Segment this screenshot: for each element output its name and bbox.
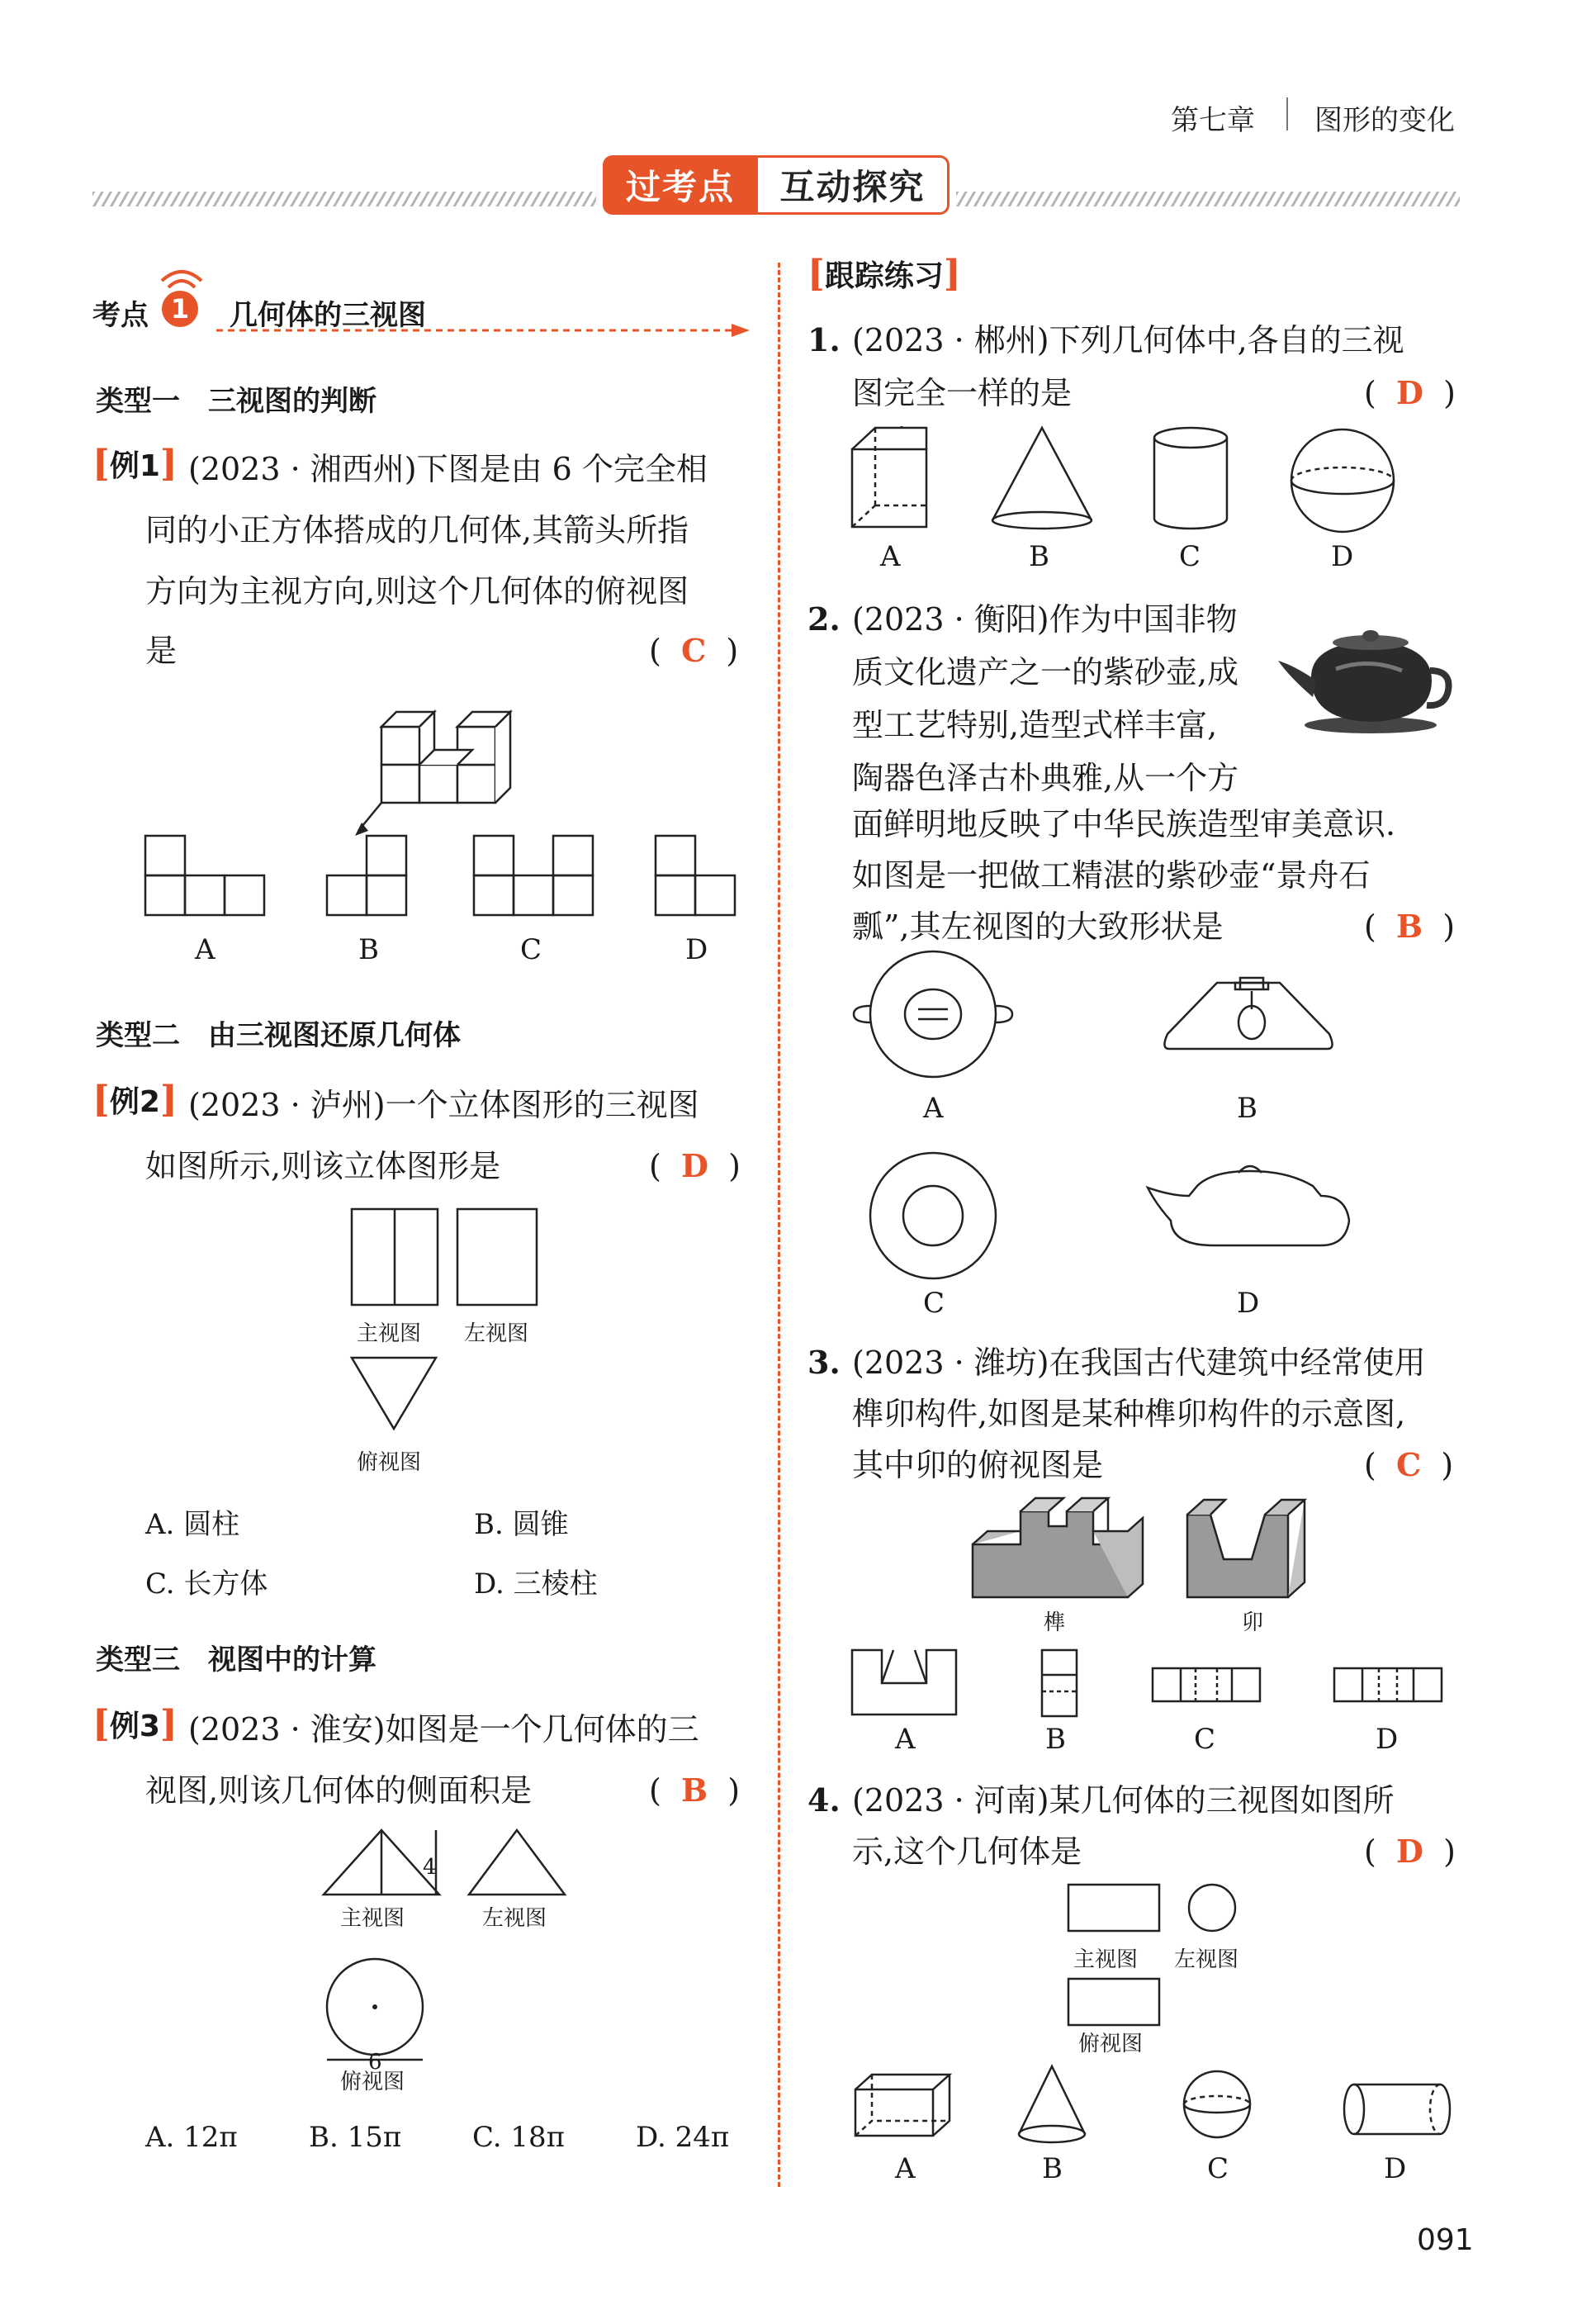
ex1-option-c: C [520,933,542,966]
header-separator [1286,97,1288,130]
q1-option-a: A [880,540,901,573]
q3-part-mortise: 卯 [1242,1610,1264,1635]
ex1-option-a: A [195,933,215,966]
ex3-three-views [322,1828,586,2076]
ex2-line-1: (2023 · 泸州)一个立体图形的三视图 [188,1087,699,1123]
q4-answer-bracket: ( D ) [1364,1833,1456,1870]
ex2-answer-bracket: ( D ) [649,1147,741,1184]
ex3-view-front: 主视图 [340,1906,405,1931]
ex3-tag: 例3 [109,1710,160,1743]
q1-option-b: B [1029,540,1049,573]
chapter-title: 图形的变化 [1314,104,1455,137]
q3-answer: C [1396,1446,1422,1483]
ex3-option-d: D. 24π [636,2121,730,2154]
q1-option-c: C [1179,540,1201,573]
q3-option-c: C [1194,1723,1216,1756]
ex2-view-side: 左视图 [464,1321,529,1346]
ex2-view-front: 主视图 [357,1321,422,1346]
ex3-dim-diameter: 6 [368,2050,382,2075]
chapter-label: 第七章 [1171,104,1255,137]
ex3-line-1: (2023 · 淮安)如图是一个几何体的三 [188,1711,699,1748]
q2-option-d: D [1237,1287,1260,1320]
q3-answer-bracket: ( C ) [1364,1446,1454,1483]
q3-part-tenon: 榫 [1044,1610,1066,1635]
ex3-answer: B [681,1771,708,1809]
q2-option-c: C [923,1287,945,1320]
ex2-line-2: 如图所示,则该立体图形是 [145,1148,501,1184]
q1-line-2: 图完全一样的是 [852,375,1073,411]
ex3-answer-bracket: ( B ) [649,1771,741,1809]
q4-line-2: 示,这个几何体是 [852,1833,1082,1870]
ex2-option-b: B. 圆锥 [474,1508,569,1541]
q1-line-1: (2023 · 郴州)下列几何体中,各自的三视 [852,322,1404,358]
banner-stripe-left [92,192,596,206]
ex1-answer: C [681,632,707,669]
q4-answer: D [1396,1833,1423,1870]
ex3-option-b: B. 15π [309,2121,402,2154]
q3-line-3: 其中卯的俯视图是 [852,1447,1104,1483]
q4-view-front: 主视图 [1073,1947,1139,1972]
q3-option-b: B [1045,1723,1066,1756]
q4-option-a: A [895,2152,916,2185]
ex1-line-2: 同的小正方体搭成的几何体,其箭头所指 [145,512,689,548]
signal-icon [157,263,206,291]
page-number: 091 [1417,2223,1474,2257]
q4-number: 4. [807,1781,841,1819]
ex3-view-top: 俯视图 [340,2070,405,2094]
q3-line-1: (2023 · 潍坊)在我国古代建筑中经常使用 [852,1345,1426,1381]
ex1-line-1: (2023 · 湘西州)下图是由 6 个完全相 [188,451,708,487]
banner-left: 过考点 [603,155,758,215]
track-label-box: [跟踪练习] [807,253,961,295]
banner-right: 互动探究 [758,155,950,215]
q2-line-4: 陶器色泽古朴典雅,从一个方 [852,760,1239,796]
q2-number: 2. [807,600,841,638]
q2-line-5: 面鲜明地反映了中华民族造型审美意识. [852,806,1396,842]
ex2-option-d: D. 三棱柱 [474,1568,598,1601]
q1-number: 1. [807,321,841,358]
column-divider [778,263,780,2187]
ex3-dim-height: 4 [423,1855,437,1880]
ex3-tag-box: [例3] [92,1703,178,1745]
ex1-line-3: 方向为主视方向,则这个几何体的俯视图 [145,573,689,609]
q3-number: 3. [807,1344,841,1381]
ex2-tag: 例2 [109,1085,160,1119]
ex2-tag-box: [例2] [92,1079,178,1121]
ex2-option-a: A. 圆柱 [145,1508,240,1541]
ex3-view-side: 左视图 [482,1906,547,1931]
ex2-answer: D [681,1147,708,1184]
ex3-option-a: A. 12π [145,2121,238,2154]
q3-mortise-tenon-figures [971,1495,1351,1610]
ex1-options-figures [144,834,755,925]
q2-line-6: 如图是一把做工精湛的紫砂壶“景舟石 [852,857,1371,894]
q1-option-d: D [1331,540,1354,573]
banner-stripe-right [956,192,1460,206]
q1-options-figures [850,426,1412,534]
q4-option-b: B [1042,2152,1063,2185]
ex1-option-d: D [685,933,708,966]
ex1-tag-box: [例1] [92,443,178,485]
q4-option-c: C [1207,2152,1229,2185]
q4-options-figures [854,2065,1448,2156]
teapot-photo [1278,611,1452,735]
q2-answer-bracket: ( B ) [1364,908,1456,945]
ex2-option-c: C. 长方体 [145,1568,268,1601]
ex1-tag: 例1 [109,449,160,483]
track-label: 跟踪练习 [824,259,944,293]
q2-option-a: A [923,1092,944,1125]
ex3-option-c: C. 18π [472,2121,566,2154]
ex1-line-4: 是 [145,633,178,669]
q2-line-7: 瓢”,其左视图的大致形状是 [852,908,1224,945]
q2-option-b: B [1237,1092,1257,1125]
q4-line-1: (2023 · 河南)某几何体的三视图如图所 [852,1782,1395,1819]
q2-line-1: (2023 · 衡阳)作为中国非物 [852,601,1238,638]
q4-option-d: D [1384,2152,1407,2185]
point-label: 考点 [92,299,149,332]
point-underline-arrow [216,324,753,340]
q2-line-2: 质文化遗产之一的紫砂壶,成 [852,654,1239,690]
point-title: 几何体的三视图 [230,299,426,332]
q3-option-a: A [895,1723,916,1756]
q1-answer-bracket: ( D ) [1364,374,1456,411]
q4-view-side: 左视图 [1174,1947,1239,1972]
q1-answer: D [1396,374,1423,411]
type3-heading: 类型三 视图中的计算 [96,1643,377,1677]
point-number-badge: 1 [162,291,198,327]
ex1-solid-figure [363,685,528,818]
q2-line-3: 型工艺特别,造型式样丰富, [852,707,1218,743]
q3-line-2: 榫卯构件,如图是某种榫卯构件的示意图, [852,1396,1406,1432]
ex1-answer-bracket: ( C ) [649,632,739,669]
q2-answer: B [1396,908,1423,945]
q3-option-d: D [1376,1723,1399,1756]
ex3-line-2: 视图,则该几何体的侧面积是 [145,1772,533,1809]
type2-heading: 类型二 由三视图还原几何体 [96,1019,461,1052]
ex1-option-b: B [358,933,379,966]
ex2-view-top: 俯视图 [357,1450,422,1475]
type1-heading: 类型一 三视图的判断 [96,385,377,418]
q3-options-figures [850,1648,1445,1723]
q4-view-top: 俯视图 [1078,2032,1144,2056]
